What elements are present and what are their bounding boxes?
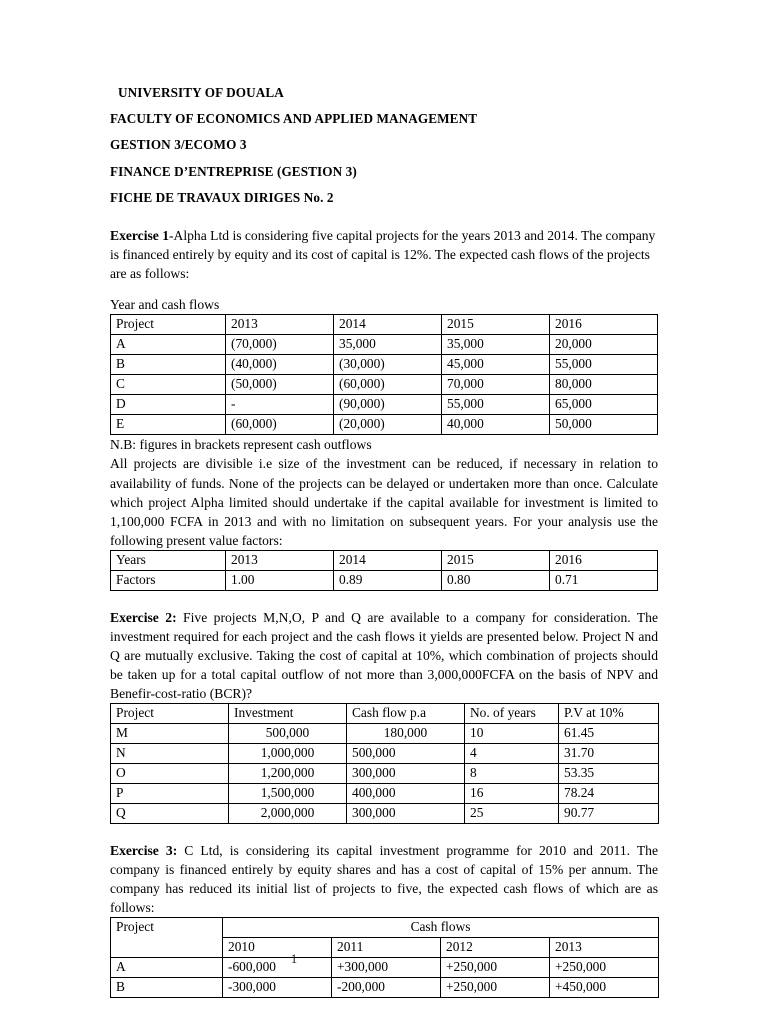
column-header-year: 2013 (550, 937, 659, 957)
exercise3-text: C Ltd, is considering its capital investment programme for 2010 and 2011. The company is financed entirely by equity shares and has a cost of capital of 15% per annum. The company has reduced its initial list of projects to five, the expected cash flows of which are as follows: (110, 842, 658, 915)
table-cell: 180,000 (347, 723, 465, 743)
exercise1-paragraph (110, 226, 658, 283)
column-header: Investment (229, 703, 347, 723)
table-cell: C (111, 375, 226, 395)
table-cell: 35,000 (442, 335, 550, 355)
table-cell: A (111, 335, 226, 355)
heading-faculty: FACULTY OF ECONOMICS AND APPLIED MANAGEMENT (110, 111, 478, 127)
table-cell: M (111, 723, 229, 743)
heading-fiche: FICHE DE TRAVAUX DIRIGES No. 2 (110, 189, 334, 205)
table-cell: 31.70 (559, 743, 659, 763)
column-header: 2015 (442, 550, 550, 570)
column-header: 2015 (442, 315, 550, 335)
table-header-row (111, 550, 658, 570)
exercise1-cashflow-table (110, 314, 658, 435)
exercise1-text: -Alpha Ltd is considering five capital projects for the years 2013 and 2014. The company is financed entirely by equity and its cost of capital is 12%. The expected cash flows of the projects are as follows: (110, 228, 656, 282)
table-cell: O (111, 763, 229, 783)
table-cell: 1.00 (226, 570, 334, 590)
table-cell: 55,000 (442, 395, 550, 415)
table-cell: B (111, 355, 226, 375)
table-cell: D (111, 395, 226, 415)
table-cell: 16 (465, 783, 559, 803)
table-cell: (50,000) (226, 375, 334, 395)
heading-university: UNIVERSITY OF DOUALA (118, 85, 284, 100)
table-row (111, 570, 658, 590)
column-header: Cash flow p.a (347, 703, 465, 723)
table-cell: (60,000) (334, 375, 442, 395)
table-cell: N (111, 743, 229, 763)
exercise1-table-caption: Year and cash flows (110, 297, 220, 313)
table-cell: 53.35 (559, 763, 659, 783)
table-cell: 45,000 (442, 355, 550, 375)
table-cell: 0.80 (442, 570, 550, 590)
table-cell: +250,000 (550, 957, 659, 977)
table-cell: -300,000 (223, 977, 332, 997)
column-header: Years (111, 550, 226, 570)
table-cell: 90.77 (559, 803, 659, 823)
table-cell: 55,000 (550, 355, 658, 375)
table-cell: -200,000 (332, 977, 441, 997)
table-cell: 1,200,000 (229, 763, 347, 783)
table-cell: 70,000 (442, 375, 550, 395)
table-cell: 10 (465, 723, 559, 743)
column-header: 2013 (226, 550, 334, 570)
table-cell: 0.71 (550, 570, 658, 590)
exercise2-label: Exercise 2: (110, 609, 177, 625)
column-header-cashflows: Cash flows (223, 917, 659, 937)
heading-gestion: GESTION 3/ECOMO 3 (110, 137, 247, 153)
column-header-year: 2012 (441, 937, 550, 957)
table-cell: 50,000 (550, 415, 658, 435)
table-row (111, 355, 658, 375)
exercise3-paragraph (110, 841, 658, 917)
table-cell: 300,000 (347, 803, 465, 823)
column-header-project: Project (111, 917, 223, 957)
table-cell: 500,000 (347, 743, 465, 763)
table-cell: 80,000 (550, 375, 658, 395)
column-header-year: 2011 (332, 937, 441, 957)
table-cell: E (111, 415, 226, 435)
table-cell: B (111, 977, 223, 997)
table-cell: 1,500,000 (229, 783, 347, 803)
table-cell: (60,000) (226, 415, 334, 435)
table-cell: 65,000 (550, 395, 658, 415)
table-cell: +450,000 (550, 977, 659, 997)
exercise2-paragraph (110, 608, 658, 703)
column-header: Project (111, 703, 229, 723)
table-cell: 20,000 (550, 335, 658, 355)
document-content (110, 86, 658, 998)
table-cell: +300,000 (332, 957, 441, 977)
column-header: 2016 (550, 315, 658, 335)
table-cell: 35,000 (334, 335, 442, 355)
table-cell: 2,000,000 (229, 803, 347, 823)
table-cell: Q (111, 803, 229, 823)
table-row (111, 415, 658, 435)
column-header-year: 2010 (223, 937, 332, 957)
table-cell: 1,000,000 (229, 743, 347, 763)
table-cell: -600,000 (223, 957, 332, 977)
table-cell: (70,000) (226, 335, 334, 355)
exercise2-table (110, 703, 659, 824)
table-cell: 40,000 (442, 415, 550, 435)
column-header: 2014 (334, 315, 442, 335)
table-cell: 400,000 (347, 783, 465, 803)
table-row (111, 395, 658, 415)
table-row (111, 375, 658, 395)
exercise1-label: Exercise 1 (110, 228, 170, 244)
table-cell: Factors (111, 570, 226, 590)
table-row (111, 803, 659, 823)
table-cell: 4 (465, 743, 559, 763)
table-row (111, 335, 658, 355)
exercise3-label: Exercise 3: (110, 842, 178, 858)
table-cell: 25 (465, 803, 559, 823)
exercise1-body: All projects are divisible i.e size of the investment can be reduced, if necessary in relation to availability of funds. None of the projects can be delayed or undertaken more than once. Calculate which project Alpha limited should undertake if the capital available for investment is limited to 1,100,000 FCFA in 2013 and with no limitation on subsequent years. For your analysis use the following present value factors: (110, 456, 658, 548)
table-cell: (40,000) (226, 355, 334, 375)
table-header-row-group (111, 917, 659, 937)
table-cell: P (111, 783, 229, 803)
table-cell: 8 (465, 763, 559, 783)
table-cell: (30,000) (334, 355, 442, 375)
table-cell: 61.45 (559, 723, 659, 743)
table-cell: 500,000 (229, 723, 347, 743)
page-number: 1 (290, 952, 298, 966)
table-row (111, 977, 659, 997)
table-row (111, 763, 659, 783)
table-cell: (90,000) (334, 395, 442, 415)
table-row (111, 783, 659, 803)
column-header: Project (111, 315, 226, 335)
table-cell: 0.89 (334, 570, 442, 590)
table-cell: (20,000) (334, 415, 442, 435)
table-header-row (111, 315, 658, 335)
table-header-row (111, 703, 659, 723)
exercise1-note: N.B: figures in brackets represent cash outflows (110, 437, 372, 453)
heading-finance: FINANCE D’ENTREPRISE (GESTION 3) (110, 163, 357, 179)
table-cell: +250,000 (441, 957, 550, 977)
exercise1-factors-table (110, 550, 658, 591)
table-cell: 300,000 (347, 763, 465, 783)
column-header: 2014 (334, 550, 442, 570)
column-header: No. of years (465, 703, 559, 723)
table-cell: - (226, 395, 334, 415)
table-cell: 78.24 (559, 783, 659, 803)
table-row (111, 743, 659, 763)
column-header: 2016 (550, 550, 658, 570)
column-header: 2013 (226, 315, 334, 335)
table-cell: A (111, 957, 223, 977)
column-header: P.V at 10% (559, 703, 659, 723)
table-row (111, 723, 659, 743)
exercise2-text: Five projects M,N,O, P and Q are available to a company for consideration. The investment required for each project and the cash flows it yields are presented below. Project N and Q are mutually exclusive. Taking the cost of capital at 10%, which combination of projects should be taken up for a total capital outflow of not more than 3,000,000FCFA on the basis of NPV and Benefir-cost-ratio (BCR)? (110, 609, 659, 701)
table-cell: +250,000 (441, 977, 550, 997)
